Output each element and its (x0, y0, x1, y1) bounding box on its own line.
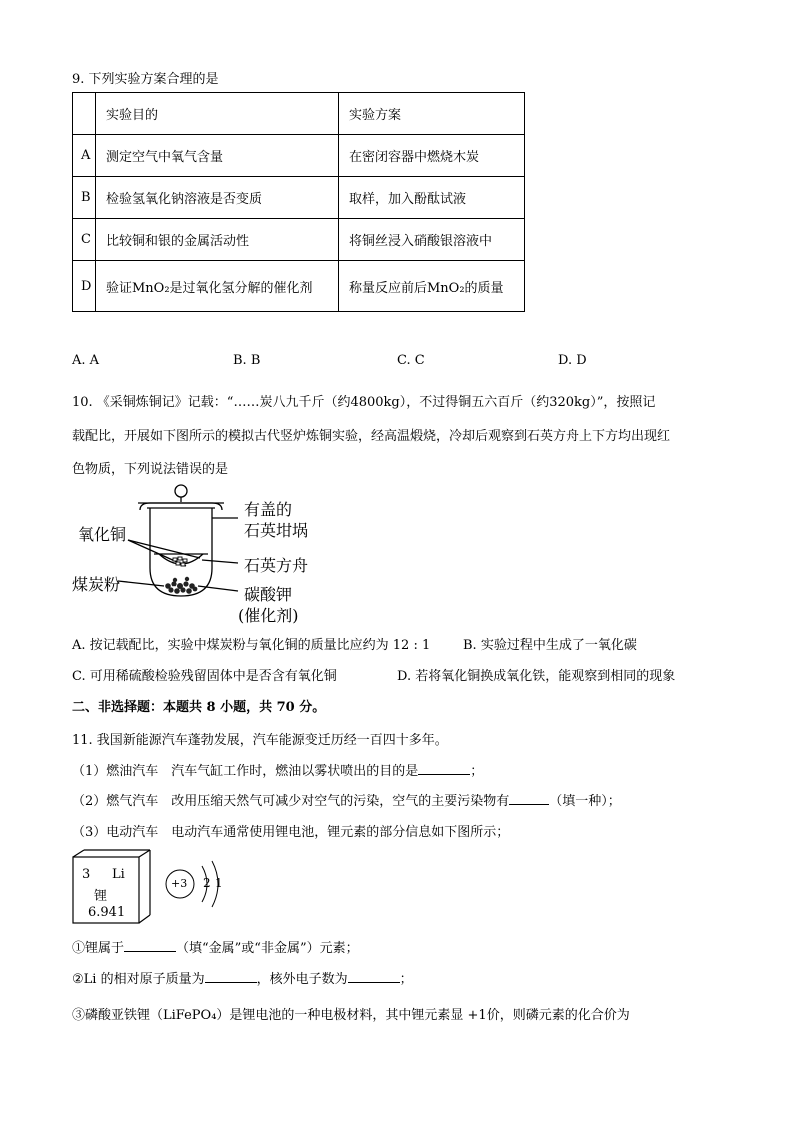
q11-part3: （3）电动汽车 电动汽车通常使用锂电池，锂元素的部分信息如下图所示； (72, 825, 510, 840)
q11-part2-end: （填一种）； (549, 794, 621, 809)
q11-part2-text: （2）燃气汽车 改用压缩天然气可减少对空气的污染，空气的主要污染物有 (72, 794, 510, 809)
q10-line1: 10. 《采铜炼铜记》记载：“……炭八九千斤（约4800kg），不过得铜五六百斤（约320kg）”，按照记 (72, 395, 656, 410)
q11-sub1-text: ①锂属于 (72, 941, 125, 956)
answer-blank[interactable] (205, 969, 257, 983)
element-name: 锂 (94, 889, 108, 904)
nucleus-charge: +3 (171, 877, 188, 890)
element-mass: 6.941 (88, 905, 126, 920)
table-row (73, 177, 525, 219)
row-label: C (73, 219, 96, 261)
q10-option-b: B. 实验过程中生成了一氧化碳 (463, 638, 637, 653)
q11-sub3: ③磷酸亚铁锂（LiFePO₄）是锂电池的一种电极材料，其中锂元素显 +1价，则磷元素的化合价为 (72, 1008, 630, 1023)
q9-option-d: D. D (558, 353, 587, 368)
table-header-row (73, 93, 525, 135)
q11-part1 (72, 760, 483, 779)
table-header-cell (73, 93, 96, 135)
table-row (73, 261, 525, 312)
row-purpose: 验证MnO₂是过氧化氢分解的催化剂 (96, 261, 339, 312)
label-potassium-carbonate: 碳酸钾 (244, 585, 293, 604)
row-label: A (73, 135, 96, 177)
q10-line2: 载配比，开展如下图所示的模拟古代竖炉炼铜实验，经高温煅烧，冷却后观察到石英方舟上下方均出现红 (72, 429, 671, 444)
q9-option-a: A. A (72, 353, 100, 368)
q11-sub1-end: （填“金属”或“非金属”）元素； (176, 941, 359, 956)
q11-sub2-end: ； (399, 972, 413, 987)
row-plan: 取样，加入酚酞试液 (339, 177, 525, 219)
row-plan: 在密闭容器中燃烧木炭 (339, 135, 525, 177)
crucible-lid-icon (140, 503, 222, 510)
shell1-electrons: 2 (203, 876, 211, 890)
element-number: 3 (82, 867, 91, 882)
table-row (73, 219, 525, 261)
q11-sub2 (72, 968, 413, 987)
q11-part1-text: （1）燃油汽车 汽车气缸工作时，燃油以雾状喷出的目的是 (72, 764, 419, 779)
answer-blank[interactable] (509, 791, 549, 805)
label-coal-powder: 煤炭粉 (72, 575, 121, 594)
row-label: D (73, 261, 96, 312)
section-heading: 二、非选择题：本题共 8 小题，共 70 分。 (72, 700, 326, 715)
row-purpose: 测定空气中氧气含量 (96, 135, 339, 177)
answer-blank[interactable] (124, 938, 176, 952)
row-label: B (73, 177, 96, 219)
row-purpose: 检验氢氧化钠溶液是否变质 (96, 177, 339, 219)
q10-option-c: C. 可用稀硫酸检验残留固体中是否含有氧化铜 (72, 669, 337, 684)
q9-table (72, 92, 525, 312)
table-row (73, 135, 525, 177)
q9-title: 9. 下列实验方案合理的是 (72, 72, 219, 87)
q11-sub2-text: ②Li 的相对原子质量为 (72, 972, 205, 987)
q11-sub1 (72, 937, 359, 956)
row-plan: 称量反应前后MnO₂的质量 (339, 261, 525, 312)
row-plan: 将铜丝浸入硝酸银溶液中 (339, 219, 525, 261)
label-quartz-boat: 石英方舟 (244, 556, 309, 575)
table-header-cell: 实验方案 (339, 93, 525, 135)
q10-option-d: D. 若将氧化铜换成氧化铁，能观察到相同的现象 (397, 669, 676, 684)
element-symbol: Li (112, 867, 125, 882)
q11-part1-end: ； (470, 764, 484, 779)
shell2-electrons: 1 (215, 876, 223, 890)
q11-sub2-mid: ，核外电子数为 (256, 972, 348, 987)
coal-powder-icon (165, 577, 197, 594)
answer-blank[interactable] (348, 969, 400, 983)
label-lid: 有盖的 (244, 500, 293, 519)
q10-option-a: A. 按记载配比，实验中煤炭粉与氧化铜的质量比应约为 12 : 1 (72, 638, 431, 653)
q11-part2 (72, 790, 621, 809)
table-header-cell: 实验目的 (96, 93, 339, 135)
label-catalyst: (催化剂) (238, 606, 299, 625)
row-purpose: 比较铜和银的金属活动性 (96, 219, 339, 261)
q11-intro: 11. 我国新能源汽车蓬勃发展，汽车能源变迁历经一百四十多年。 (72, 733, 448, 748)
crucible-body-icon (150, 508, 212, 596)
label-copper-oxide: 氧化铜 (78, 525, 127, 544)
answer-blank[interactable] (418, 761, 470, 775)
q9-option-c: C. C (397, 353, 425, 368)
q10-line3: 色物质，下列说法错误的是 (72, 462, 229, 477)
lid-knob-icon (175, 485, 187, 497)
label-crucible: 石英坩埚 (244, 521, 309, 540)
q9-option-b: B. B (233, 353, 261, 368)
